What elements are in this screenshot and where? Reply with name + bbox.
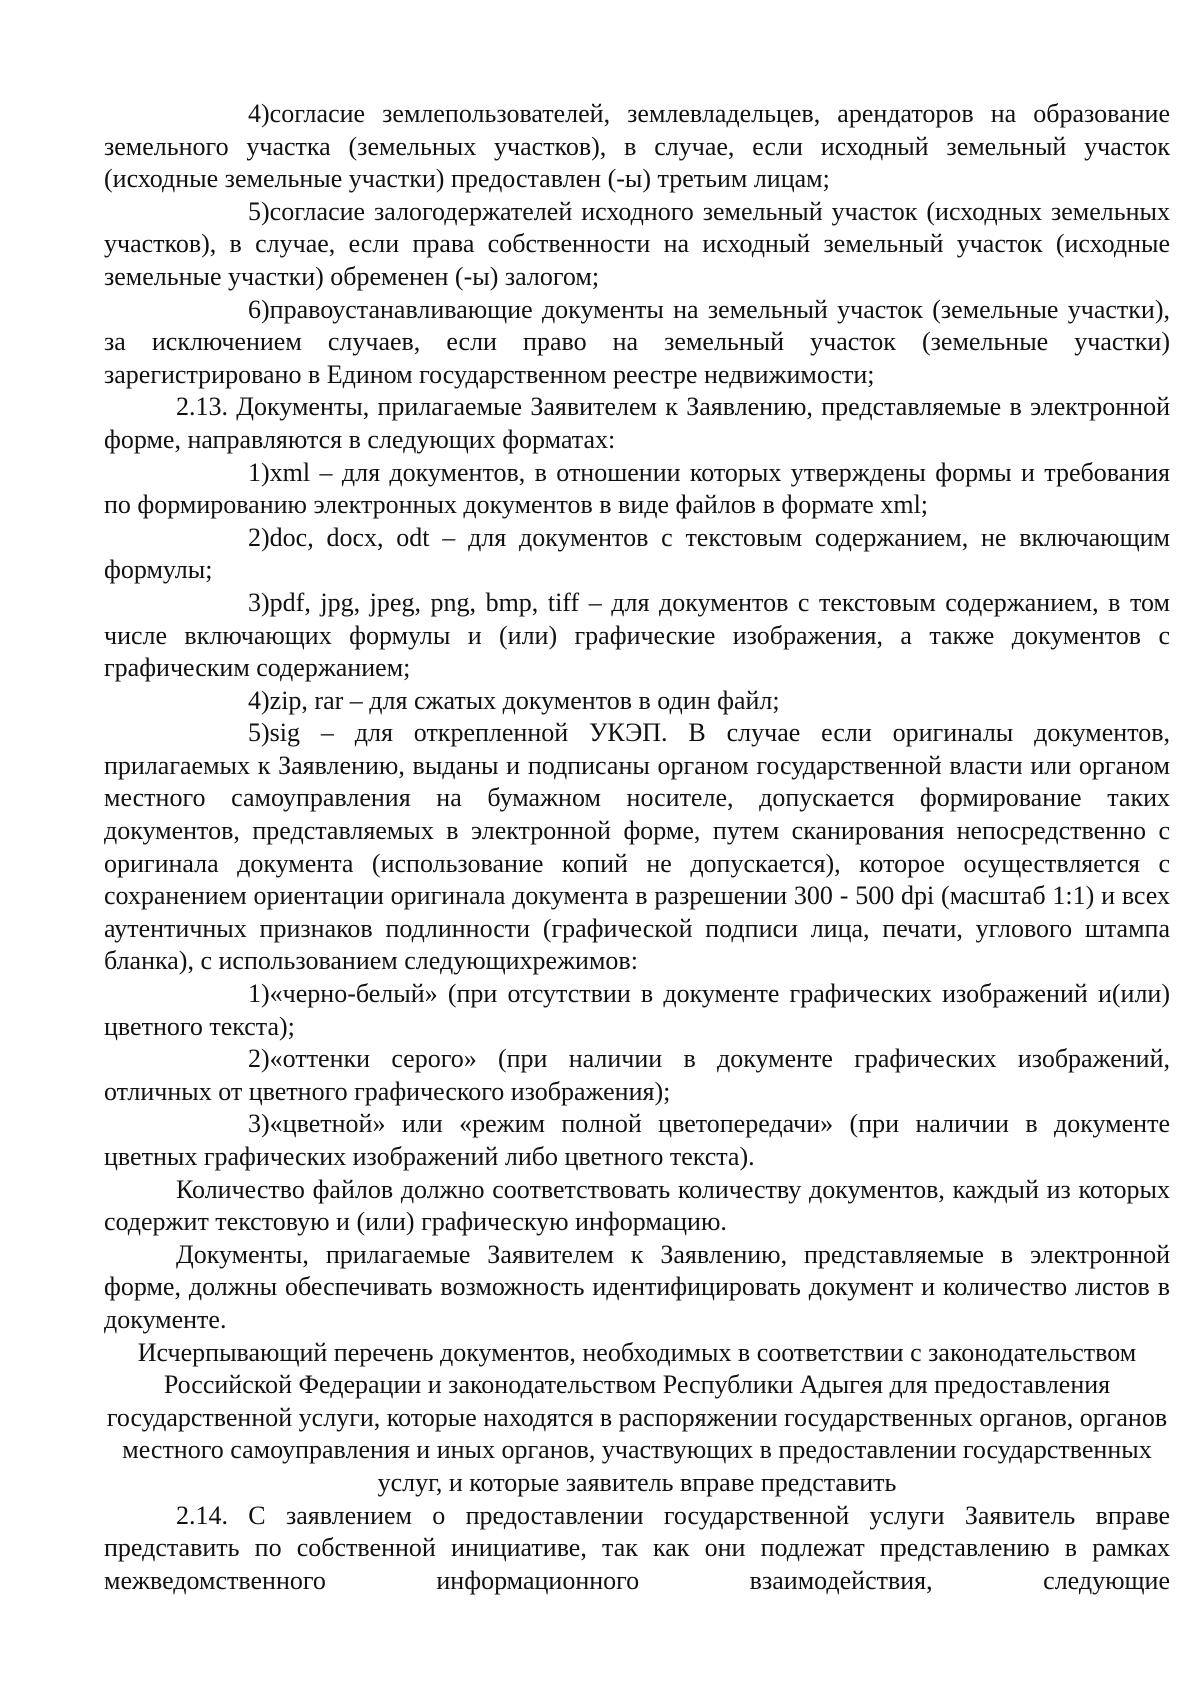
item-number: 4) — [248, 685, 270, 715]
list-item — [104, 717, 1170, 978]
list-item — [104, 457, 1170, 522]
list-item — [104, 1108, 1170, 1173]
item-number: 5) — [248, 196, 270, 226]
list-item — [104, 98, 1170, 196]
list-item — [104, 1043, 1170, 1108]
paragraph-text: 2.14. С заявлением о предоставлении государственной услуги Заявитель вправе представить по собственной инициативе, так как они подлежат представлению в рамках межведомственного информационного взаимодействия, следующие — [104, 1500, 1170, 1595]
list-item — [104, 196, 1170, 294]
item-number: 5) — [248, 718, 270, 748]
item-number: 1) — [248, 457, 270, 487]
item-text: согласие землепользователей, землевладельцев, арендаторов на образование земельного участка (земельных участков), в случае, если исходный земельный участок (исходные земельные участки) предоставлен (-ы) третьим лицам; — [104, 99, 1170, 194]
item-text: «цветной» или «режим полной цветопередачи» (при наличии в документе цветных графических изображений либо цветного текста). — [104, 1109, 1170, 1171]
paragraph-text: Документы, прилагаемые Заявителем к Заявлению, представляемые в электронной форме, должны обеспечивать возможность идентифицировать документ и количество листов в документе. — [104, 1239, 1170, 1334]
item-text: sig – для открепленной УКЭП. В случае если оригиналы документов, прилагаемых к Заявлению, выданы и подписаны органом государственной власти или органом местного самоуправления на бумажном носителе, допускается формирование таких документов, представляемых в электронной форме, путем сканирования непосредственно с оригинала документа (использование копий не допускается), которое осуществляется с сохранением ориентации оригинала документа в разрешении 300 - 500 dpi (масштаб 1:1) и всех аутентичных признаков подлинности (графической подписи лица, печати, углового штампа бланка), с использованием следующихрежимов: — [104, 718, 1170, 976]
item-number: 3) — [248, 587, 270, 617]
item-number: 3) — [248, 1109, 270, 1139]
item-text: xml – для документов, в отношении которых утверждены формы и требования по формированию электронных документов в виде файлов в формате xml; — [104, 457, 1170, 520]
item-text: правоустанавливающие документы на земельный участок (земельные участки), за исключением случаев, если право на земельный участок (земельные участки) зарегистрировано в Едином государственном реестре недвижимости; — [104, 294, 1170, 389]
list-item — [104, 294, 1170, 392]
body-paragraph — [104, 1500, 1170, 1598]
item-number: 6) — [248, 294, 270, 324]
item-number: 2) — [248, 522, 270, 552]
item-text: doc, docx, odt – для документов с текстовым содержанием, не включающим формулы; — [104, 522, 1170, 585]
paragraph-text: Количество файлов должно соответствовать количеству документов, каждый из которых содержит текстовую и (или) графическую информацию. — [104, 1174, 1170, 1237]
item-number: 1) — [248, 979, 270, 1009]
item-number: 2) — [248, 1044, 270, 1074]
document-page — [104, 98, 1170, 1597]
section-paragraph — [104, 391, 1170, 456]
list-item — [104, 522, 1170, 587]
item-text: pdf, jpg, jpeg, png, bmp, tiff – для документов с текстовым содержанием, в том числе включающих формулы и (или) графические изображения, а также документов с графическим содержанием; — [104, 587, 1170, 683]
body-paragraph — [104, 1239, 1170, 1337]
body-paragraph — [104, 1174, 1170, 1239]
item-text: «черно-белый» (при отсутствии в документе графических изображений и(или) цветного текста); — [104, 979, 1170, 1041]
item-number: 4) — [248, 99, 270, 128]
list-item — [104, 978, 1170, 1043]
item-text: согласие залогодержателей исходного земельный участок (исходных земельных участков), в случае, если права собственности на исходный земельный участок (исходные земельные участки) обременен (-ы) залогом; — [104, 196, 1170, 291]
paragraph-text: 2.13. Документы, прилагаемые Заявителем к Заявлению, представляемые в электронной форме, направляются в следующих форматах: — [104, 392, 1170, 454]
item-text: «оттенки серого» (при наличии в документе графических изображений, отличных от цветного графического изображения); — [104, 1044, 1170, 1106]
list-item — [104, 587, 1170, 685]
list-item — [104, 685, 1170, 718]
item-text: zip, rar – для сжатых документов в один файл; — [269, 685, 780, 715]
section-heading: Исчерпывающий перечень документов, необходимых в соответствии с законодательством Российской Федерации и законодательством Республики Адыгея для предоставления государственной услуги, которые находятся в распоряжении государственных органов, органов местного самоуправления и иных органов, участвующих в предоставлении государственных услуг, и которые заявитель вправе представить — [106, 1337, 1168, 1497]
